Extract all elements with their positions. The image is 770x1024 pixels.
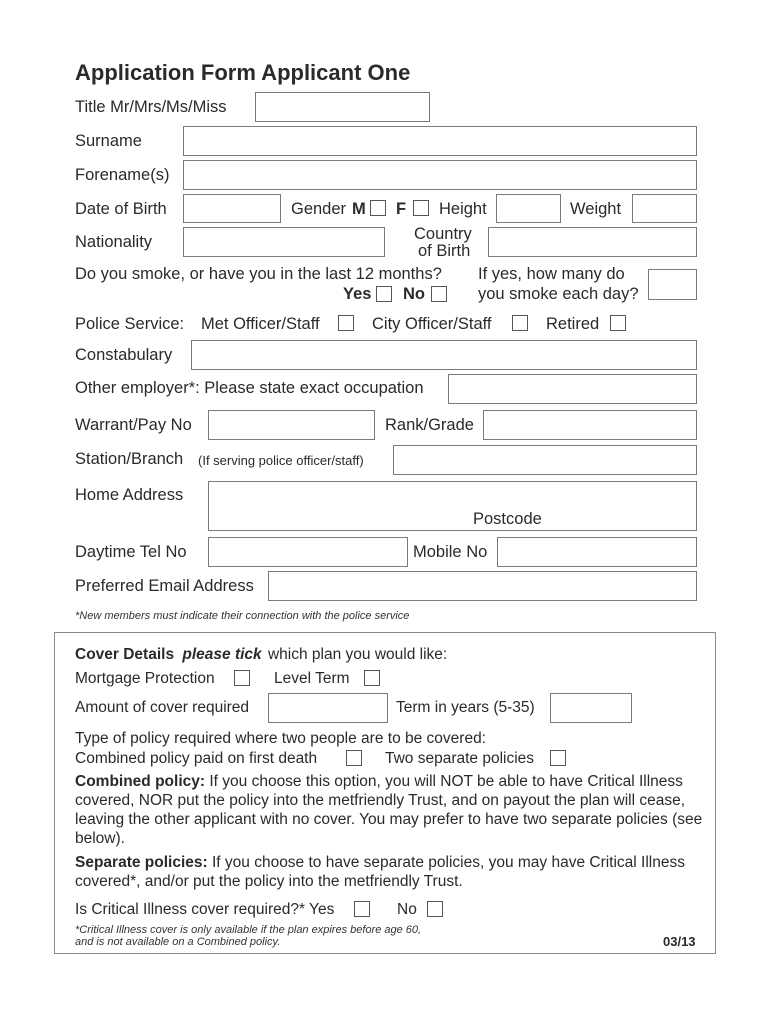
combined-policy-title: Combined policy: [75,773,206,790]
policy-type-question: Type of policy required where two people are to be covered: [75,730,486,747]
gender-m-checkbox[interactable] [370,200,386,216]
surname-label: Surname [75,132,142,150]
forenames-label: Forename(s) [75,166,170,184]
separate-option-label: Two separate policies [385,750,535,767]
mortgage-label: Mortgage Protection [75,670,215,687]
dob-label: Date of Birth [75,200,167,218]
cover-heading-italic: please tick [182,646,262,663]
smoke-howmany-line2: you smoke each day? [478,285,639,303]
weight-input[interactable] [632,194,697,223]
city-officer-label: City Officer/Staff [372,315,492,333]
station-note: (If serving police officer/staff) [198,453,364,468]
other-employer-input[interactable] [448,374,697,404]
postcode-label: Postcode [473,510,542,528]
smoke-howmany-line1: If yes, how many do [478,265,625,283]
surname-input[interactable] [183,126,697,156]
title-label: Title Mr/Mrs/Ms/Miss [75,98,227,116]
amount-input[interactable] [268,693,388,723]
warrant-input[interactable] [208,410,375,440]
retired-label: Retired [546,315,600,333]
separate-policies-title: Separate policies: [75,854,208,871]
met-officer-checkbox[interactable] [338,315,354,331]
warrant-label: Warrant/Pay No [75,416,192,434]
city-officer-checkbox[interactable] [512,315,528,331]
gender-label: Gender [291,200,347,218]
weight-label: Weight [570,200,622,218]
constabulary-label: Constabulary [75,346,173,364]
smoke-yes-label: Yes [343,285,372,303]
critical-illness-note-line1: *Critical Illness cover is only available if the plan expires before age 60, [75,924,422,936]
form-title: Application Form Applicant One [75,60,411,85]
critical-illness-no-checkbox[interactable] [427,901,443,917]
mobile-input[interactable] [497,537,697,567]
height-label: Height [439,200,487,218]
combined-option-checkbox[interactable] [346,750,362,766]
police-service-label: Police Service: [75,315,185,333]
constabulary-input[interactable] [191,340,697,370]
height-input[interactable] [496,194,561,223]
smoke-question: Do you smoke, or have you in the last 12 months? [75,265,442,283]
smoke-no-label: No [403,285,425,303]
country-of-birth-label-line2: of Birth [418,242,471,260]
daytime-tel-label: Daytime Tel No [75,543,187,561]
smoke-no-checkbox[interactable] [431,286,447,302]
smoke-yes-checkbox[interactable] [376,286,392,302]
separate-policies-text: If you choose to have separate policies, you may have Critical Illness covered*, and/or put the policy into the metfriendly Trust. [75,854,685,890]
email-label: Preferred Email Address [75,577,254,595]
email-input[interactable] [268,571,697,601]
forenames-input[interactable] [183,160,697,190]
critical-illness-question: Is Critical Illness cover required?* Yes [75,901,335,918]
retired-checkbox[interactable] [610,315,626,331]
mobile-label: Mobile No [413,543,488,561]
met-officer-label: Met Officer/Staff [201,315,320,333]
daytime-tel-input[interactable] [208,537,408,567]
dob-input[interactable] [183,194,281,223]
cover-heading-bold: Cover Details [75,646,175,663]
separate-policies-paragraph [75,853,705,891]
critical-illness-note-line2: and is not available on a Combined policy. [75,936,281,948]
combined-policy-paragraph [75,772,705,848]
cover-heading [75,645,447,664]
level-term-label: Level Term [274,670,350,687]
form-code: 03/13 [663,934,696,949]
mortgage-checkbox[interactable] [234,670,250,686]
station-input[interactable] [393,445,697,475]
home-address-input[interactable] [208,481,697,531]
title-input[interactable] [255,92,430,122]
nationality-input[interactable] [183,227,385,257]
rank-label: Rank/Grade [385,416,474,434]
members-note: *New members must indicate their connection with the police service [75,610,410,622]
other-employer-label: Other employer*: Please state exact occupation [75,379,424,397]
gender-f-label: F [396,200,407,218]
combined-policy-text: If you choose this option, you will NOT be able to have Critical Illness covered, NOR put the policy into the metfriendly Trust, and on payout the plan will cease, leaving the other applicant with no cover. You may prefer to have two separate policies (see below). [75,773,703,847]
term-input[interactable] [550,693,632,723]
rank-input[interactable] [483,410,697,440]
country-of-birth-input[interactable] [488,227,697,257]
critical-illness-yes-checkbox[interactable] [354,901,370,917]
combined-option-label: Combined policy paid on first death [75,750,318,767]
amount-label: Amount of cover required [75,699,250,716]
separate-option-checkbox[interactable] [550,750,566,766]
station-label: Station/Branch [75,450,184,468]
smoke-howmany-input[interactable] [648,269,697,300]
critical-illness-no-label: No [397,901,417,918]
level-term-checkbox[interactable] [364,670,380,686]
term-label: Term in years (5-35) [396,699,535,716]
nationality-label: Nationality [75,233,153,251]
gender-f-checkbox[interactable] [413,200,429,216]
country-of-birth-label-line1: Country [414,225,472,243]
gender-m-label: M [352,200,366,218]
home-address-label: Home Address [75,486,184,504]
cover-heading-rest: which plan you would like: [267,646,448,663]
